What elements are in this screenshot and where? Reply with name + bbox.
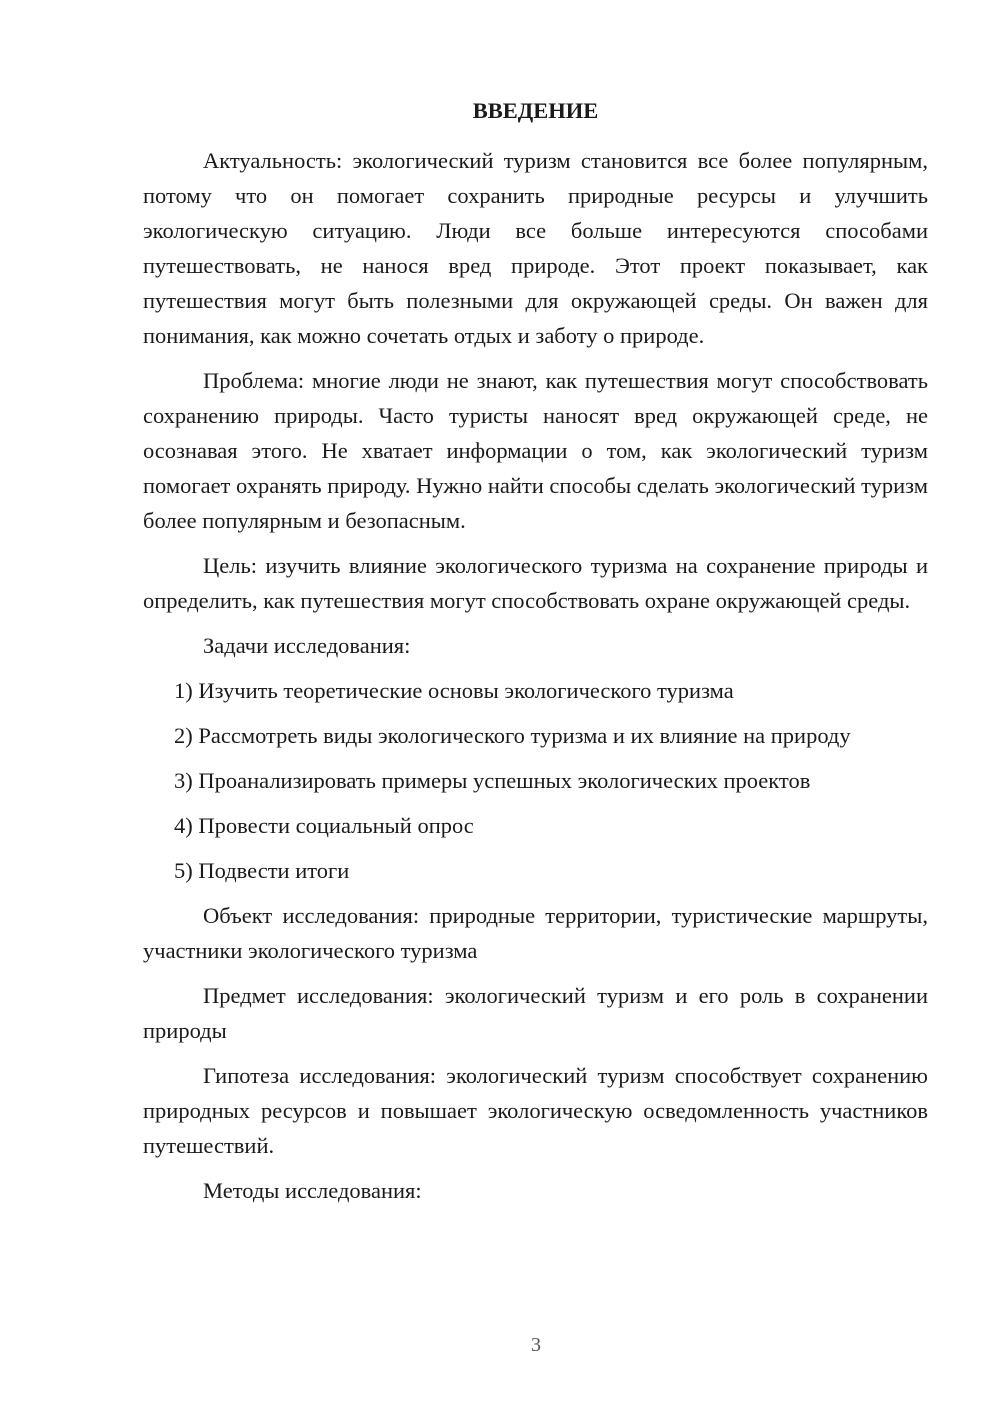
task-item-2: 2) Рассмотреть виды экологического туризма и их влияние на природу bbox=[174, 723, 851, 748]
task-item-1: 1) Изучить теоретические основы экологического туризма bbox=[174, 678, 734, 703]
methods-heading: Методы исследования: bbox=[203, 1178, 422, 1203]
section-title: ВВЕДЕНИЕ bbox=[472, 98, 599, 123]
subject-paragraph: Предмет исследования: экологический туризм и его роль в сохранении природы bbox=[143, 983, 928, 1043]
problem-paragraph: Проблема: многие люди не знают, как путешествия могут способствовать сохранению природы. Часто туристы наносят вред окружающей среде, не осознавая этого. Не хватает информации о том, как экологический туризм помогает охранять природу. Нужно найти способы сделать экологический туризм более популярным и безопасным. bbox=[143, 368, 928, 533]
page-number: 3 bbox=[531, 1334, 541, 1356]
goal-paragraph: Цель: изучить влияние экологического туризма на сохранение природы и определить, как путешествия могут способствовать охране окружающей среды. bbox=[143, 553, 928, 613]
hypothesis-paragraph: Гипотеза исследования: экологический туризм способствует сохранению природных ресурсов и повышает экологическую осведомленность участников путешествий. bbox=[143, 1063, 928, 1158]
task-item-5: 5) Подвести итоги bbox=[174, 858, 350, 883]
relevance-paragraph: Актуальность: экологический туризм становится все более популярным, потому что он помогает сохранить природные ресурсы и улучшить экологическую ситуацию. Люди все больше интересуются способами путешествовать, не нанося вред природе. Этот проект показывает, как путешествия могут быть полезными для окружающей среды. Он важен для понимания, как можно сочетать отдых и заботу о природе. bbox=[143, 148, 928, 348]
task-item-3: 3) Проанализировать примеры успешных экологических проектов bbox=[174, 768, 811, 793]
object-paragraph: Объект исследования: природные территории, туристические маршруты, участники экологического туризма bbox=[143, 903, 928, 963]
tasks-heading: Задачи исследования: bbox=[203, 633, 411, 658]
page-content bbox=[143, 96, 928, 1218]
task-item-4: 4) Провести социальный опрос bbox=[174, 813, 474, 838]
